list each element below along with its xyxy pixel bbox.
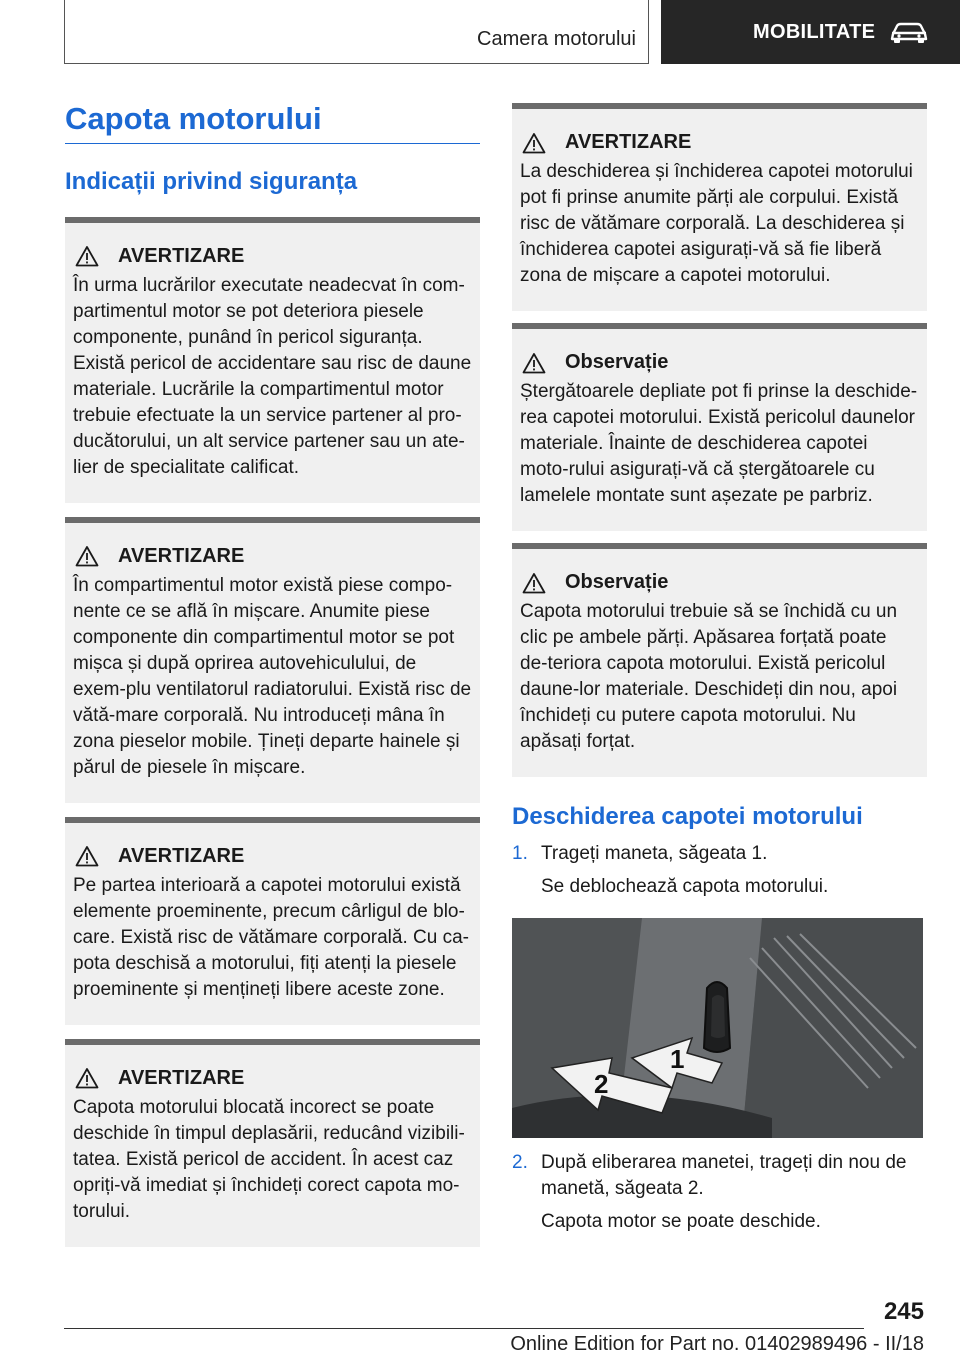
warning-box-title <box>520 131 919 154</box>
edition-text: Online Edition for Part no. 01402989496 - II/18 <box>510 1333 924 1355</box>
step-number: 1. <box>512 842 528 864</box>
warning-triangle-icon <box>75 245 99 267</box>
note-box-title <box>520 351 919 374</box>
hood-release-illustration <box>512 918 923 1138</box>
note-box <box>512 543 927 777</box>
note-box-title <box>520 571 919 594</box>
footer-divider <box>64 1328 864 1329</box>
step-1 <box>512 841 927 900</box>
warning-triangle-icon <box>75 1067 99 1089</box>
page-title: Capota motorului <box>65 100 480 144</box>
warning-box-title <box>73 545 472 568</box>
warning-triangle-icon <box>522 572 546 594</box>
step-number: 2. <box>512 1151 528 1173</box>
warning-box-title <box>73 245 472 268</box>
left-column <box>65 100 480 1247</box>
step-result: Capota motor se poate deschide. <box>541 1210 821 1232</box>
warning-box-title <box>73 845 472 868</box>
header-chapter-box <box>661 0 960 64</box>
warning-triangle-icon <box>75 545 99 567</box>
note-text: Ștergătoarele depliate pot fi prinse la deschide‐rea capotei motorului. Există pericolul daunelor materiale. Înainte de deschiderea capotei moto‐rului asigurați-vă că ștergătoarele cu lamelele montate sunt așezate pe parbriz. <box>520 381 918 506</box>
warning-label: AVERTIZARE <box>118 844 245 867</box>
chapter-title: MOBILITATE <box>753 20 876 43</box>
warning-box <box>65 217 480 503</box>
header-section-box <box>64 0 649 64</box>
warning-text: În compartimentul motor există piese compo‐nente ce se află în mișcare. Anumite piese componente din compartimentul motor se pot mișca și după oprirea autovehiculului, de exem‐plu ventilatorul radiatorului. Există risc de vătă‐mare corporală. Nu introduceți mâna în zona pieselor mobile. Țineți departe hainele și părul de piesele în mișcare. <box>73 574 472 778</box>
warning-triangle-icon <box>522 352 546 374</box>
note-label: Observație <box>565 351 669 373</box>
step-2 <box>512 1150 927 1235</box>
warning-label: AVERTIZARE <box>565 131 692 153</box>
warning-text: La deschiderea și închiderea capotei motorului pot fi prinse anumite părți ale corpului. Există risc de vătămare corporală. La deschiderea și închiderea capotei asigurați-vă să fie liberă zona de mișcare a capotei motorului. <box>520 161 913 286</box>
warning-text: În urma lucrărilor executate neadecvat în com‐partimentul motor se pot deteriora piesele componente, punând în pericol siguranța. Există pericol de accidentare sau risc de daune materiale. Lucrările la compartimentul motor trebuie efectuate la un service partener al pro‐ducătorului, un alt service partener sau un ate‐lier de specialitate calificat. <box>73 274 472 478</box>
warning-box-title <box>73 1067 472 1090</box>
note-label: Observație <box>565 571 669 593</box>
warning-text: Pe partea interioară a capotei motorului există elemente proeminente, precum cârligul de blo‐care. Există risc de vătămare corporală. Cu ca‐pota deschisă a motorului, fiți atenți la piesele proeminente și mențineți libere aceste zone. <box>73 874 469 1000</box>
warning-label: AVERTIZARE <box>118 244 245 267</box>
hood-lever-photo <box>512 918 923 1138</box>
step-result: Se deblochează capota motorului. <box>541 875 829 897</box>
step-text: După eliberarea manetei, trageți din nou de manetă, săgeata 2. <box>541 1151 907 1199</box>
arrow-label-1: 1 <box>670 1043 685 1074</box>
warning-box <box>65 517 480 803</box>
step-text: Trageți maneta, săgeata 1. <box>541 842 768 864</box>
warning-box <box>65 817 480 1025</box>
open-hood-heading: Deschiderea capotei motorului <box>512 803 863 830</box>
warning-triangle-icon <box>75 845 99 867</box>
car-icon <box>889 20 929 44</box>
warning-box <box>512 103 927 311</box>
warning-triangle-icon <box>522 132 546 154</box>
safety-heading: Indicații privind siguranța <box>65 168 358 196</box>
note-text: Capota motorului trebuie să se închidă cu un clic pe ambele părți. Apăsarea forțată poate de‐teriora capota motorului. Există pericolul daune‐lor materiale. Deschideți din nou, apoi închideți cu putere capota motorului. Nu apăsați forțat. <box>520 601 898 752</box>
warning-box <box>65 1039 480 1247</box>
warning-text: Capota motorului blocată incorect se poate deschide în timpul deplasării, reducând vizibili‐tatea. Există pericol de accident. În acest caz opriți-vă imediat și închideți corect capota mo‐torului. <box>73 1096 465 1222</box>
note-box <box>512 323 927 531</box>
warning-label: AVERTIZARE <box>118 544 245 567</box>
arrow-label-2: 2 <box>594 1068 609 1099</box>
right-column <box>512 103 927 1235</box>
section-title: Camera motorului <box>477 28 636 50</box>
page-number: 245 <box>883 1298 924 1325</box>
warning-label: AVERTIZARE <box>118 1066 245 1089</box>
